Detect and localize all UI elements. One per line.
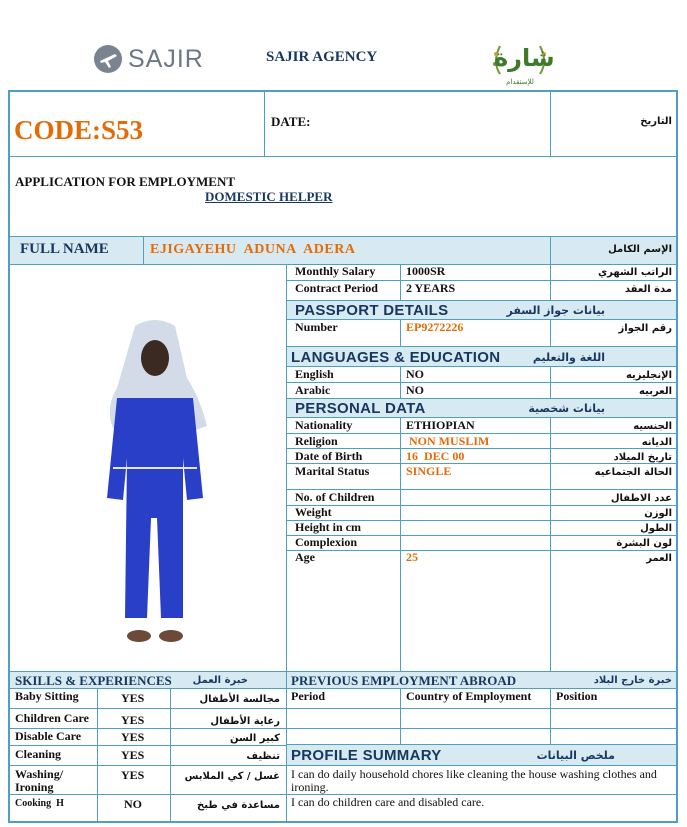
position-title: DOMESTIC HELPER: [205, 189, 333, 204]
date-label-ar: التاريخ: [640, 116, 672, 127]
previous-col-period: Period: [291, 689, 325, 703]
skills-title: SKILLS & EXPERIENCES: [15, 673, 172, 688]
personal-label-ar: الجنسيه: [633, 421, 672, 432]
shara-logo-sub: للإستقدام: [506, 78, 534, 86]
candidate-photo: [95, 318, 215, 656]
language-value: NO: [406, 383, 424, 397]
skill-label: Disable Care: [15, 729, 82, 743]
personal-label: Nationality: [295, 418, 353, 432]
profile-title-ar: ملخص البيانات: [536, 749, 615, 762]
skills-title-ar: خبرة العمل: [192, 675, 248, 686]
skill-label-ar: كبير السن: [229, 733, 280, 744]
passport-number: EP9272226: [406, 320, 464, 334]
shara-logo: [480, 34, 560, 90]
shara-logo-text: شارة: [494, 44, 555, 72]
personal-label: Date of Birth: [295, 449, 363, 463]
profile-line: I can do children care and disabled care.: [291, 795, 485, 809]
personal-label-ar: العمر: [646, 553, 672, 564]
skill-value: YES: [121, 713, 145, 727]
full-name-value: EJIGAYEHU ADUNA ADERA: [150, 242, 356, 257]
personal-value: ETHIOPIAN: [406, 418, 475, 432]
plane-icon: [93, 44, 123, 74]
logo-text: SAJIR: [128, 45, 204, 73]
passport-title: PASSPORT DETAILS: [295, 302, 449, 319]
contract-label: Contract Period: [295, 281, 378, 295]
skill-label-ar: غسل / كي الملابس: [184, 771, 280, 782]
language-label-ar: الإنجليزيه: [625, 370, 672, 381]
languages-title-ar: اللغة والتعليم: [532, 351, 605, 364]
personal-label-ar: الطول: [640, 523, 672, 534]
contract-value: 1000SR: [406, 264, 446, 278]
passport-title-ar: بيانات جواز السفر: [506, 304, 605, 317]
personal-label: Marital Status: [295, 464, 370, 478]
personal-value: NON MUSLIM: [406, 434, 490, 448]
skill-label-ar: تنظيف: [246, 751, 280, 762]
agency-title: SAJIR AGENCY: [266, 49, 378, 65]
languages-title: LANGUAGES & EDUCATION: [291, 349, 501, 366]
skill-label: Cooking H: [15, 798, 64, 809]
sajir-logo: [93, 42, 203, 76]
personal-label: No. of Children: [295, 490, 375, 504]
full-name-label: FULL NAME: [20, 241, 109, 257]
skill-value: YES: [121, 730, 145, 744]
previous-title: PREVIOUS EMPLOYMENT ABROAD: [291, 673, 517, 688]
personal-value: SINGLE: [406, 464, 452, 478]
personal-label-ar: لون البشرة: [616, 538, 672, 549]
profile-title: PROFILE SUMMARY: [291, 747, 442, 764]
skill-label: Washing/ Ironing: [15, 767, 64, 794]
skill-label: Children Care: [15, 711, 89, 725]
profile-line: I can do daily household chores like cleaning the house washing clothes and ironing.: [291, 767, 657, 794]
previous-col-country: Country of Employment: [406, 689, 532, 703]
personal-value: 16 DEC 00: [406, 449, 465, 463]
language-label: English: [295, 367, 334, 381]
passport-label: Number: [295, 320, 338, 334]
personal-label-ar: عدد الاطفال: [610, 493, 672, 504]
code-label: CODE:S53: [14, 115, 144, 145]
skill-label-ar: رعاية الأطفال: [210, 716, 280, 727]
passport-label-ar: رقم الجواز: [618, 323, 672, 334]
personal-label-ar: تاريخ الميلاد: [613, 452, 672, 463]
personal-label: Age: [295, 550, 315, 564]
language-label-ar: العربيه: [639, 386, 672, 397]
skill-label-ar: مجالسة الأطفال: [199, 694, 280, 705]
personal-label: Height in cm: [295, 520, 361, 534]
contract-label: Monthly Salary: [295, 264, 376, 278]
previous-title-ar: خبرة خارج البلاد: [593, 675, 672, 686]
previous-col-position: Position: [556, 689, 598, 703]
skill-value: NO: [124, 797, 142, 811]
skill-label: Baby Sitting: [15, 689, 79, 703]
date-label: DATE:: [271, 114, 311, 129]
personal-label-ar: الحالة الجتماعيه: [594, 467, 672, 478]
contract-label-ar: مدة العقد: [624, 284, 672, 295]
skill-label: Cleaning: [15, 747, 62, 761]
application-title: APPLICATION FOR EMPLOYMENT: [15, 174, 236, 189]
personal-title-ar: بيانات شخصية: [528, 402, 605, 415]
language-value: NO: [406, 367, 424, 381]
skill-value: YES: [121, 691, 145, 705]
contract-value: 2 YEARS: [406, 281, 456, 295]
personal-label: Religion: [295, 434, 338, 448]
personal-label-ar: الديانه: [641, 437, 672, 448]
personal-label-ar: الوزن: [644, 508, 672, 519]
skill-label-ar: مساعدة في طبخ: [197, 800, 280, 811]
full-name-label-ar: الإسم الكامل: [608, 244, 672, 255]
skill-value: YES: [121, 768, 145, 782]
language-label: Arabic: [295, 383, 331, 397]
contract-label-ar: الراتب الشهري: [598, 267, 672, 278]
skill-value: YES: [121, 748, 145, 762]
personal-label: Weight: [295, 505, 332, 519]
personal-label: Complexion: [295, 535, 358, 549]
personal-title: PERSONAL DATA: [295, 400, 426, 417]
personal-value: 25: [406, 550, 418, 564]
